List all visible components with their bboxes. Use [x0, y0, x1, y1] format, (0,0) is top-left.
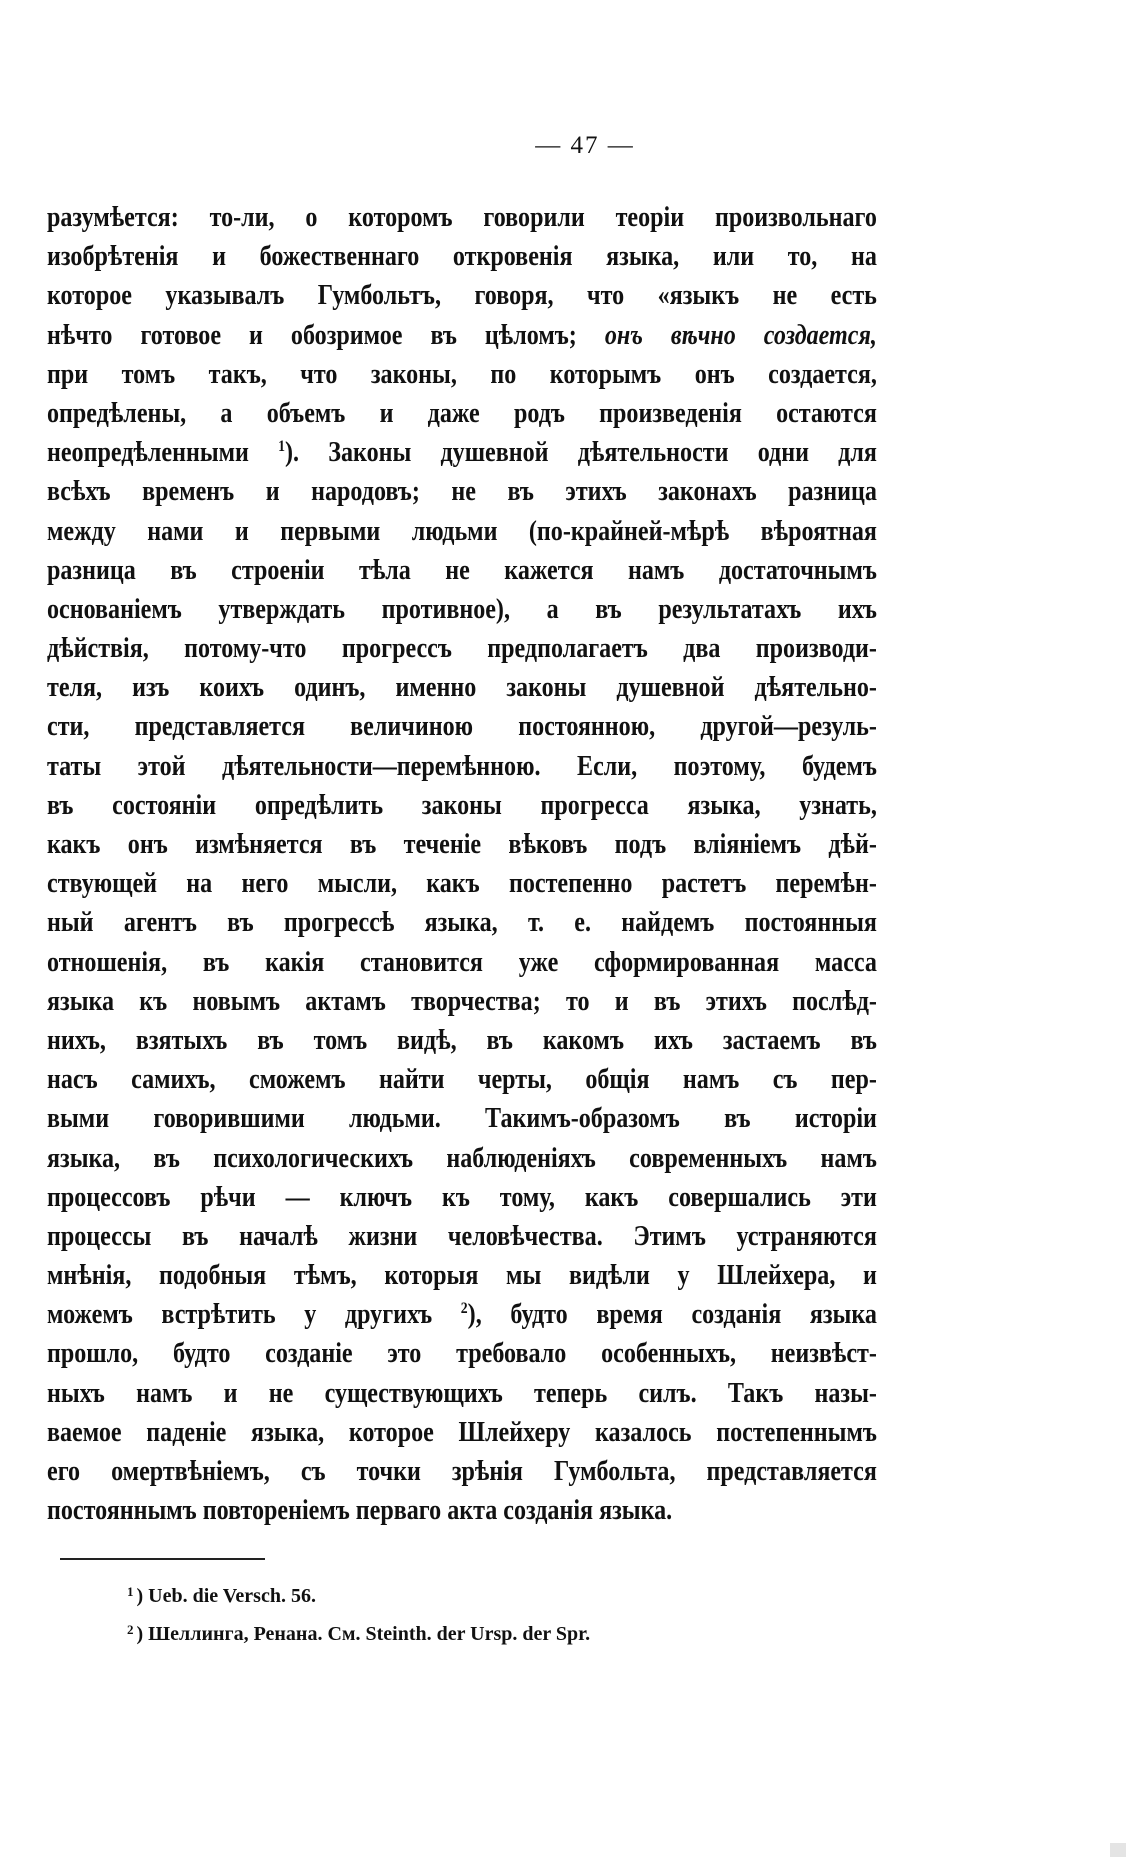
text-line: теля, изъ коихъ одинъ, именно законы душевной дѣятельно- [47, 672, 877, 704]
text-line-end: ), будто время созданія языка [467, 1299, 877, 1331]
text-line-end: ). Законы душевной дѣятельности одни для [285, 437, 877, 469]
footnote-2 [127, 1613, 590, 1651]
text-line: отношенія, въ какія становится уже сформированная масса [47, 946, 877, 978]
text-line: ваемое паденіе языка, которое Шлейхеру казалось постепеннымъ [47, 1416, 877, 1448]
text-line: дѣйствія, потому-что прогрессъ предполагаетъ два производи- [47, 633, 877, 665]
text-line: разумѣется: то-ли, о которомъ говорили теоріи произвольнаго [47, 202, 877, 233]
scan-artifact [1110, 1843, 1126, 1857]
text-line: языка къ новымъ актамъ творчества; то и въ этихъ послѣд- [47, 985, 877, 1017]
italic-phrase: онъ вѣчно создается, [604, 319, 877, 351]
text-line: ный агентъ въ прогрессѣ языка, т. е. найдемъ постоянныя [47, 907, 877, 939]
text-line: процессовъ рѣчи — ключъ къ тому, какъ совершались эти [47, 1181, 877, 1213]
text-line-start: можемъ встрѣтить у другихъ [47, 1299, 433, 1331]
text-line: сти, представляется величиною постоянною, другой—резуль- [47, 711, 877, 743]
footnote-marker: 2 [127, 1622, 134, 1637]
text-line: его омертвѣніемъ, съ точки зрѣнія Гумбольта, представляется [47, 1456, 877, 1487]
text-line: которое указывалъ Гумбольтъ, говоря, что «языкъ не есть [47, 280, 877, 312]
text-line-with-footnote-ref [47, 1295, 877, 1334]
text-line: насъ самихъ, сможемъ найти черты, общія намъ съ пер- [47, 1064, 877, 1096]
footnotes [127, 1575, 590, 1651]
text-line: языка, въ психологическихъ наблюденіяхъ современныхъ намъ [47, 1142, 877, 1174]
text-line: разница въ строеніи тѣла не кажется намъ достаточнымъ [47, 554, 877, 586]
text-line: какъ онъ измѣняется въ теченіе вѣковъ подъ вліяніемъ дѣй- [47, 829, 877, 860]
page-number: — 47 — [535, 132, 635, 159]
footnote-text: ) Ueb. die Versch. 56. [136, 1585, 316, 1607]
footnote-1 [127, 1575, 590, 1613]
text-line: процессы въ началѣ жизни человѣчества. Этимъ устраняются [47, 1220, 877, 1252]
text-line: опредѣлены, а объемъ и даже родъ произведенія остаются [47, 397, 877, 429]
footnote-separator [60, 1558, 265, 1560]
text-line: нихъ, взятыхъ въ томъ видѣ, въ какомъ ихъ застаемъ въ [47, 1024, 877, 1056]
text-line-with-italic [47, 316, 877, 355]
footnote-ref-1: 1 [278, 438, 286, 456]
text-line: выми говорившими людьми. Такимъ-образомъ въ исторіи [47, 1103, 877, 1135]
footnote-ref-2: 2 [460, 1300, 468, 1318]
text-line: въ состояніи опредѣлить законы прогресса языка, узнать, [47, 789, 877, 821]
text-line: ныхъ намъ и не существующихъ теперь силъ. Такъ назы- [47, 1377, 877, 1409]
text-line: таты этой дѣятельности—перемѣнною. Если, поэтому, будемъ [47, 750, 877, 782]
text-line: всѣхъ временъ и народовъ; не въ этихъ законахъ разница [47, 476, 877, 508]
text-line: ствующей на него мысли, какъ постепенно растетъ перемѣн- [47, 868, 877, 900]
text-line: основаніемъ утверждать противное), а въ результатахъ ихъ [47, 593, 877, 625]
text-line-start: неопредѣленными [47, 437, 249, 469]
text-line: изобрѣтенія и божественнаго откровенія языка, или то, на [47, 241, 877, 273]
text-line: мнѣнія, подобныя тѣмъ, которыя мы видѣли у Шлейхера, и [47, 1260, 877, 1292]
text-line-last: постояннымъ повтореніемъ перваго акта созданія языка. [47, 1495, 673, 1527]
text-line: при томъ такъ, что законы, по которымъ онъ создается, [47, 358, 877, 390]
text-line: прошло, будто созданіе это требовало особенныхъ, неизвѣст- [47, 1338, 877, 1370]
footnote-text: ) Шеллинга, Ренана. См. Steinth. der Ursp. der Spr. [136, 1623, 591, 1645]
text-line-start: нѣчто готовое и обозримое въ цѣломъ; [47, 319, 577, 351]
footnote-marker: 1 [127, 1584, 134, 1599]
text-line: между нами и первыми людьми (по-крайней-мѣрѣ вѣроятная [47, 515, 877, 547]
text-line-with-footnote-ref [47, 433, 877, 472]
body-text [47, 198, 877, 1530]
